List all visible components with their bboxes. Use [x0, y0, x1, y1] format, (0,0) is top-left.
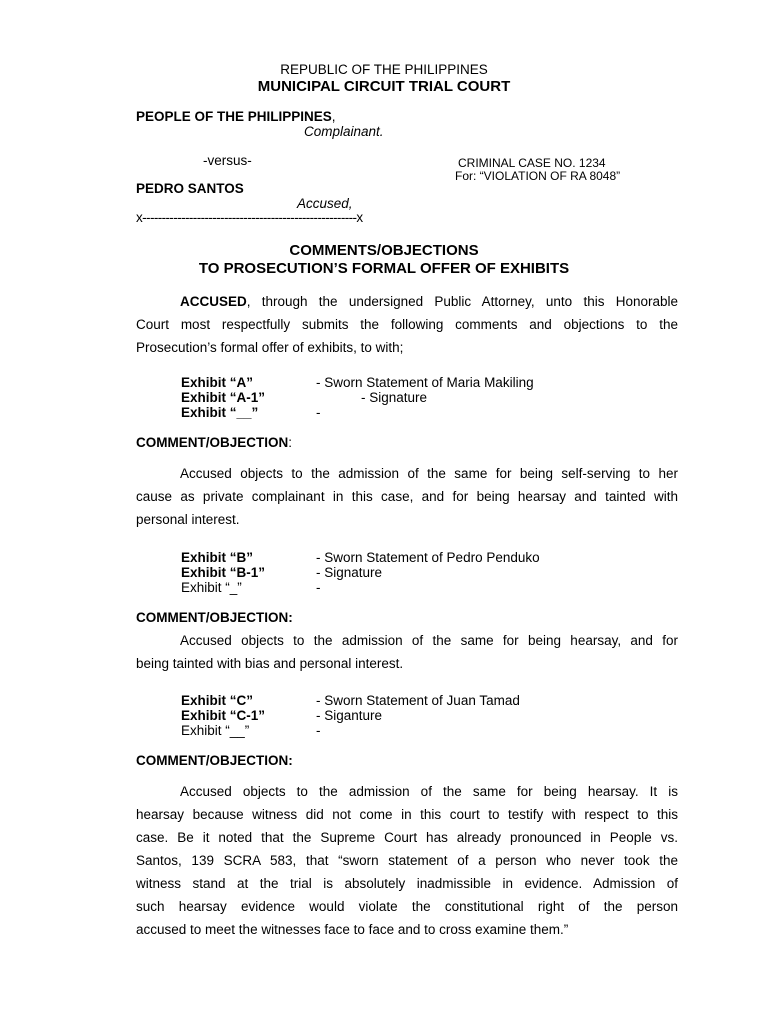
exhibit-label: Exhibit “__”: [181, 405, 259, 420]
exhibit-description: - Sworn Statement of Maria Makiling: [316, 375, 534, 390]
versus-label: -versus-: [203, 153, 252, 168]
objection-line: Accused objects to the admission of the same for being hearsay, and for: [180, 633, 678, 648]
intro-line: [136, 290, 678, 313]
objection-line: cause as private complainant in this case, and for being hearsay and tainted with: [136, 489, 678, 504]
intro-paragraph: [136, 290, 678, 359]
comment-heading-b: COMMENT/OBJECTION:: [136, 610, 293, 625]
objection-paragraph-c: [136, 780, 678, 941]
objection-line: witness stand at the trial is absolutely inadmissible in evidence. Admission of: [136, 876, 678, 891]
comment-heading-a-colon: :: [288, 435, 293, 450]
objection-paragraph-a: [136, 462, 678, 531]
document-title-line2: TO PROSECUTION’S FORMAL OFFER OF EXHIBITS: [198, 260, 570, 277]
plaintiff-name-text: PEOPLE OF THE PHILIPPINES: [136, 109, 332, 124]
exhibit-label: Exhibit “A”: [181, 375, 254, 390]
intro-line: Court most respectfully submits the following comments and objections to the: [136, 317, 678, 332]
exhibit-label: Exhibit “C”: [181, 693, 254, 708]
comment-heading-c: COMMENT/OBJECTION:: [136, 753, 293, 768]
exhibit-description: -: [316, 723, 321, 738]
plaintiff-name: [136, 109, 336, 125]
exhibit-description: - Signature: [361, 390, 428, 405]
plaintiff-role: Complainant.: [304, 124, 384, 139]
objection-line: Santos, 139 SCRA 583, that “sworn statement of a person who never took the: [136, 853, 678, 868]
plaintiff-comma: ,: [331, 109, 336, 124]
objection-paragraph-b: [136, 629, 678, 675]
accused-name: PEDRO SANTOS: [136, 181, 244, 196]
exhibit-label: Exhibit “_”: [181, 580, 242, 595]
exhibit-description: - Sworn Statement of Juan Tamad: [316, 693, 520, 708]
intro-line: Prosecution’s formal offer of exhibits, to with;: [136, 340, 404, 355]
objection-line: being tainted with bias and personal interest.: [136, 656, 404, 671]
exhibit-description: -: [316, 580, 321, 595]
objection-line: case. Be it noted that the Supreme Court has already pronounced in People vs.: [136, 830, 678, 845]
exhibit-label: Exhibit “B-1”: [181, 565, 266, 580]
intro-line1-rest: , through the undersigned Public Attorney, unto this Honorable: [246, 294, 678, 309]
objection-line: accused to meet the witnesses face to face and to cross examine them.”: [136, 922, 569, 937]
objection-line: Accused objects to the admission of the same for being self-serving to her: [180, 466, 678, 481]
caption-separator: x-------------------------------------------------------x: [136, 210, 363, 225]
case-description: For: “VIOLATION OF RA 8048”: [455, 169, 621, 183]
objection-line: Accused objects to the admission of the same for being hearsay. It is: [180, 784, 678, 799]
comment-heading-a-text: COMMENT/OBJECTION: [136, 435, 289, 450]
exhibit-label: Exhibit “B”: [181, 550, 254, 565]
exhibit-label: Exhibit “__”: [181, 723, 250, 738]
objection-line: such hearsay evidence would violate the constitutional right of the person: [136, 899, 678, 914]
exhibit-description: - Siganture: [316, 708, 383, 723]
accused-role: Accused,: [297, 196, 353, 211]
exhibit-description: - Signature: [316, 565, 383, 580]
republic-heading: REPUBLIC OF THE PHILIPPINES: [280, 62, 488, 77]
objection-line: personal interest.: [136, 512, 240, 527]
objection-line: hearsay because witness did not come in this court to testify with respect to this: [136, 807, 678, 822]
case-number: CRIMINAL CASE NO. 1234: [458, 156, 606, 170]
exhibit-label: Exhibit “C-1”: [181, 708, 266, 723]
exhibit-description: - Sworn Statement of Pedro Penduko: [316, 550, 540, 565]
intro-lead: ACCUSED: [180, 294, 247, 309]
comment-heading-a: [136, 435, 292, 451]
exhibit-description: -: [316, 405, 321, 420]
court-heading: MUNICIPAL CIRCUIT TRIAL COURT: [257, 78, 511, 95]
document-title-line1: COMMENTS/OBJECTIONS: [289, 242, 479, 259]
exhibit-label: Exhibit “A-1”: [181, 390, 266, 405]
